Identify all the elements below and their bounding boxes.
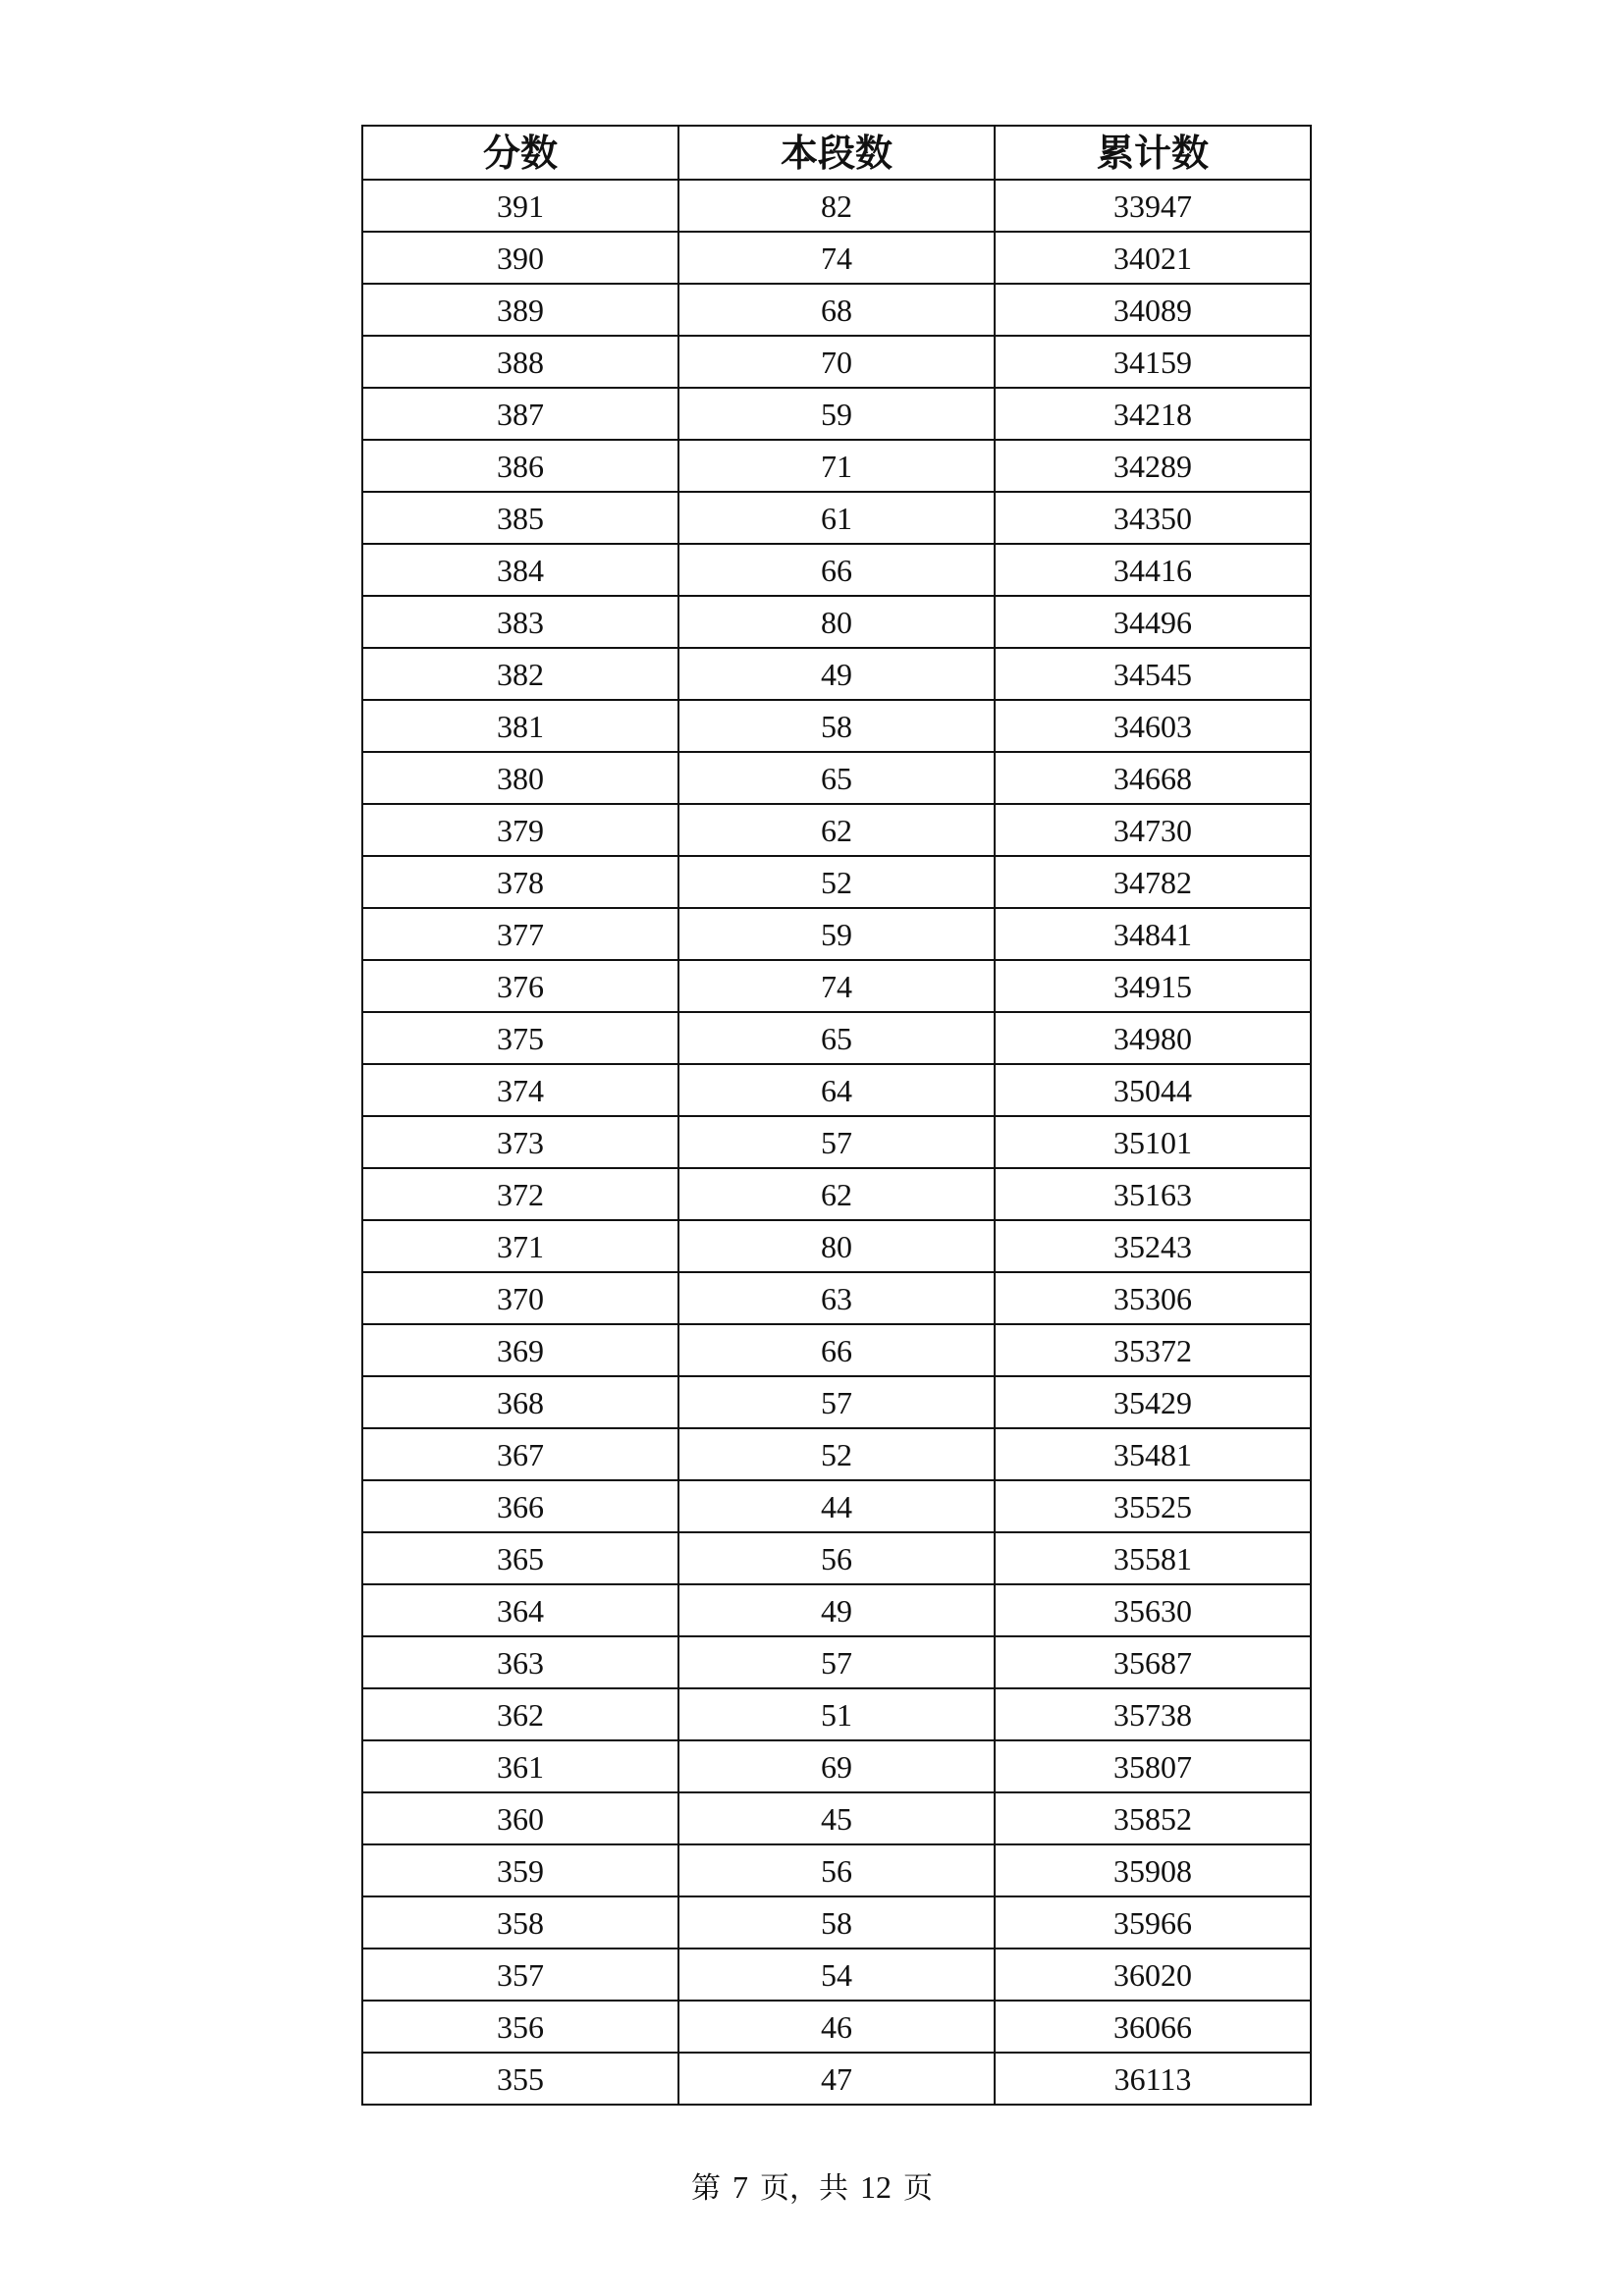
table-row	[362, 1480, 1311, 1532]
segment-count-cell: 44	[678, 1480, 995, 1532]
score-distribution-table	[361, 125, 1312, 2106]
segment-count-cell: 71	[678, 440, 995, 492]
segment-count-cell: 54	[678, 1949, 995, 2001]
segment-count-cell: 57	[678, 1376, 995, 1428]
table-row	[362, 1792, 1311, 1844]
score-cell: 370	[362, 1272, 678, 1324]
footer-suffix: 页	[903, 2171, 933, 2206]
score-cell: 355	[362, 2053, 678, 2105]
table-row	[362, 1949, 1311, 2001]
score-cell: 381	[362, 700, 678, 752]
score-cell: 367	[362, 1428, 678, 1480]
score-cell: 379	[362, 804, 678, 856]
score-cell: 362	[362, 1688, 678, 1740]
cumulative-count-cell: 35306	[995, 1272, 1311, 1324]
segment-count-cell: 51	[678, 1688, 995, 1740]
cumulative-count-cell: 36066	[995, 2001, 1311, 2053]
cumulative-count-cell: 34159	[995, 336, 1311, 388]
table-row	[362, 1636, 1311, 1688]
segment-count-cell: 56	[678, 1532, 995, 1584]
table-row	[362, 596, 1311, 648]
table-row	[362, 2053, 1311, 2105]
table-row	[362, 180, 1311, 232]
segment-count-cell: 59	[678, 388, 995, 440]
segment-count-cell: 65	[678, 752, 995, 804]
footer-prefix: 第	[691, 2171, 721, 2206]
table-row	[362, 1376, 1311, 1428]
header-score: 分数	[362, 126, 678, 180]
segment-count-cell: 52	[678, 1428, 995, 1480]
cumulative-count-cell: 35966	[995, 1896, 1311, 1949]
table-row	[362, 648, 1311, 700]
segment-count-cell: 82	[678, 180, 995, 232]
table-row	[362, 752, 1311, 804]
score-cell: 377	[362, 908, 678, 960]
table-row	[362, 1584, 1311, 1636]
cumulative-count-cell: 33947	[995, 180, 1311, 232]
score-cell: 368	[362, 1376, 678, 1428]
score-cell: 390	[362, 232, 678, 284]
cumulative-count-cell: 35525	[995, 1480, 1311, 1532]
table-row	[362, 1012, 1311, 1064]
cumulative-count-cell: 36113	[995, 2053, 1311, 2105]
cumulative-count-cell: 35581	[995, 1532, 1311, 1584]
table-body	[362, 180, 1311, 2105]
segment-count-cell: 56	[678, 1844, 995, 1896]
table-row	[362, 1688, 1311, 1740]
table-row	[362, 2001, 1311, 2053]
score-cell: 386	[362, 440, 678, 492]
cumulative-count-cell: 34289	[995, 440, 1311, 492]
segment-count-cell: 80	[678, 596, 995, 648]
cumulative-count-cell: 35163	[995, 1168, 1311, 1220]
score-cell: 360	[362, 1792, 678, 1844]
table-row	[362, 1116, 1311, 1168]
score-cell: 372	[362, 1168, 678, 1220]
footer-current-page: 7	[732, 2169, 748, 2205]
header-segment-count: 本段数	[678, 126, 995, 180]
table-row	[362, 1064, 1311, 1116]
segment-count-cell: 57	[678, 1116, 995, 1168]
table-row	[362, 1272, 1311, 1324]
segment-count-cell: 66	[678, 544, 995, 596]
score-cell: 364	[362, 1584, 678, 1636]
score-cell: 357	[362, 1949, 678, 2001]
table-row	[362, 700, 1311, 752]
table-row	[362, 1428, 1311, 1480]
score-cell: 361	[362, 1740, 678, 1792]
cumulative-count-cell: 35738	[995, 1688, 1311, 1740]
cumulative-count-cell: 35807	[995, 1740, 1311, 1792]
cumulative-count-cell: 35630	[995, 1584, 1311, 1636]
table-row	[362, 544, 1311, 596]
cumulative-count-cell: 34915	[995, 960, 1311, 1012]
segment-count-cell: 59	[678, 908, 995, 960]
score-cell: 391	[362, 180, 678, 232]
score-cell: 359	[362, 1844, 678, 1896]
segment-count-cell: 47	[678, 2053, 995, 2105]
table-row	[362, 1324, 1311, 1376]
segment-count-cell: 65	[678, 1012, 995, 1064]
cumulative-count-cell: 36020	[995, 1949, 1311, 2001]
cumulative-count-cell: 35372	[995, 1324, 1311, 1376]
cumulative-count-cell: 35243	[995, 1220, 1311, 1272]
table-row	[362, 1168, 1311, 1220]
footer-middle: 页，共	[760, 2171, 848, 2206]
cumulative-count-cell: 34089	[995, 284, 1311, 336]
cumulative-count-cell: 35429	[995, 1376, 1311, 1428]
table-header-row	[362, 126, 1311, 180]
score-cell: 378	[362, 856, 678, 908]
cumulative-count-cell: 34730	[995, 804, 1311, 856]
score-cell: 369	[362, 1324, 678, 1376]
segment-count-cell: 63	[678, 1272, 995, 1324]
segment-count-cell: 49	[678, 1584, 995, 1636]
segment-count-cell: 69	[678, 1740, 995, 1792]
score-cell: 363	[362, 1636, 678, 1688]
segment-count-cell: 57	[678, 1636, 995, 1688]
score-cell: 365	[362, 1532, 678, 1584]
segment-count-cell: 61	[678, 492, 995, 544]
footer-total-pages: 12	[860, 2169, 892, 2205]
score-cell: 384	[362, 544, 678, 596]
cumulative-count-cell: 34603	[995, 700, 1311, 752]
segment-count-cell: 46	[678, 2001, 995, 2053]
segment-count-cell: 58	[678, 1896, 995, 1949]
cumulative-count-cell: 34980	[995, 1012, 1311, 1064]
score-cell: 374	[362, 1064, 678, 1116]
segment-count-cell: 70	[678, 336, 995, 388]
segment-count-cell: 52	[678, 856, 995, 908]
cumulative-count-cell: 35044	[995, 1064, 1311, 1116]
table-row	[362, 284, 1311, 336]
cumulative-count-cell: 34350	[995, 492, 1311, 544]
cumulative-count-cell: 34416	[995, 544, 1311, 596]
score-cell: 366	[362, 1480, 678, 1532]
table-row	[362, 232, 1311, 284]
table-row	[362, 336, 1311, 388]
score-cell: 388	[362, 336, 678, 388]
table-row	[362, 1896, 1311, 1949]
table-row	[362, 960, 1311, 1012]
segment-count-cell: 58	[678, 700, 995, 752]
cumulative-count-cell: 34021	[995, 232, 1311, 284]
table-row	[362, 1220, 1311, 1272]
score-cell: 376	[362, 960, 678, 1012]
score-cell: 385	[362, 492, 678, 544]
segment-count-cell: 74	[678, 232, 995, 284]
cumulative-count-cell: 35852	[995, 1792, 1311, 1844]
cumulative-count-cell: 35908	[995, 1844, 1311, 1896]
table-row	[362, 856, 1311, 908]
table-row	[362, 1740, 1311, 1792]
cumulative-count-cell: 34841	[995, 908, 1311, 960]
score-cell: 389	[362, 284, 678, 336]
cumulative-count-cell: 34218	[995, 388, 1311, 440]
segment-count-cell: 49	[678, 648, 995, 700]
score-cell: 387	[362, 388, 678, 440]
table-row	[362, 908, 1311, 960]
cumulative-count-cell: 34496	[995, 596, 1311, 648]
header-cumulative-count: 累计数	[995, 126, 1311, 180]
cumulative-count-cell: 34782	[995, 856, 1311, 908]
segment-count-cell: 62	[678, 1168, 995, 1220]
cumulative-count-cell: 35481	[995, 1428, 1311, 1480]
score-cell: 380	[362, 752, 678, 804]
segment-count-cell: 45	[678, 1792, 995, 1844]
table-row	[362, 804, 1311, 856]
table-row	[362, 388, 1311, 440]
score-cell: 356	[362, 2001, 678, 2053]
page-footer	[0, 2171, 1624, 2204]
segment-count-cell: 64	[678, 1064, 995, 1116]
table-row	[362, 1844, 1311, 1896]
segment-count-cell: 68	[678, 284, 995, 336]
cumulative-count-cell: 34545	[995, 648, 1311, 700]
score-cell: 383	[362, 596, 678, 648]
score-cell: 358	[362, 1896, 678, 1949]
table-row	[362, 492, 1311, 544]
segment-count-cell: 62	[678, 804, 995, 856]
segment-count-cell: 66	[678, 1324, 995, 1376]
score-cell: 375	[362, 1012, 678, 1064]
score-cell: 373	[362, 1116, 678, 1168]
cumulative-count-cell: 35687	[995, 1636, 1311, 1688]
cumulative-count-cell: 34668	[995, 752, 1311, 804]
table-row	[362, 1532, 1311, 1584]
segment-count-cell: 74	[678, 960, 995, 1012]
cumulative-count-cell: 35101	[995, 1116, 1311, 1168]
segment-count-cell: 80	[678, 1220, 995, 1272]
score-cell: 371	[362, 1220, 678, 1272]
table-row	[362, 440, 1311, 492]
score-cell: 382	[362, 648, 678, 700]
